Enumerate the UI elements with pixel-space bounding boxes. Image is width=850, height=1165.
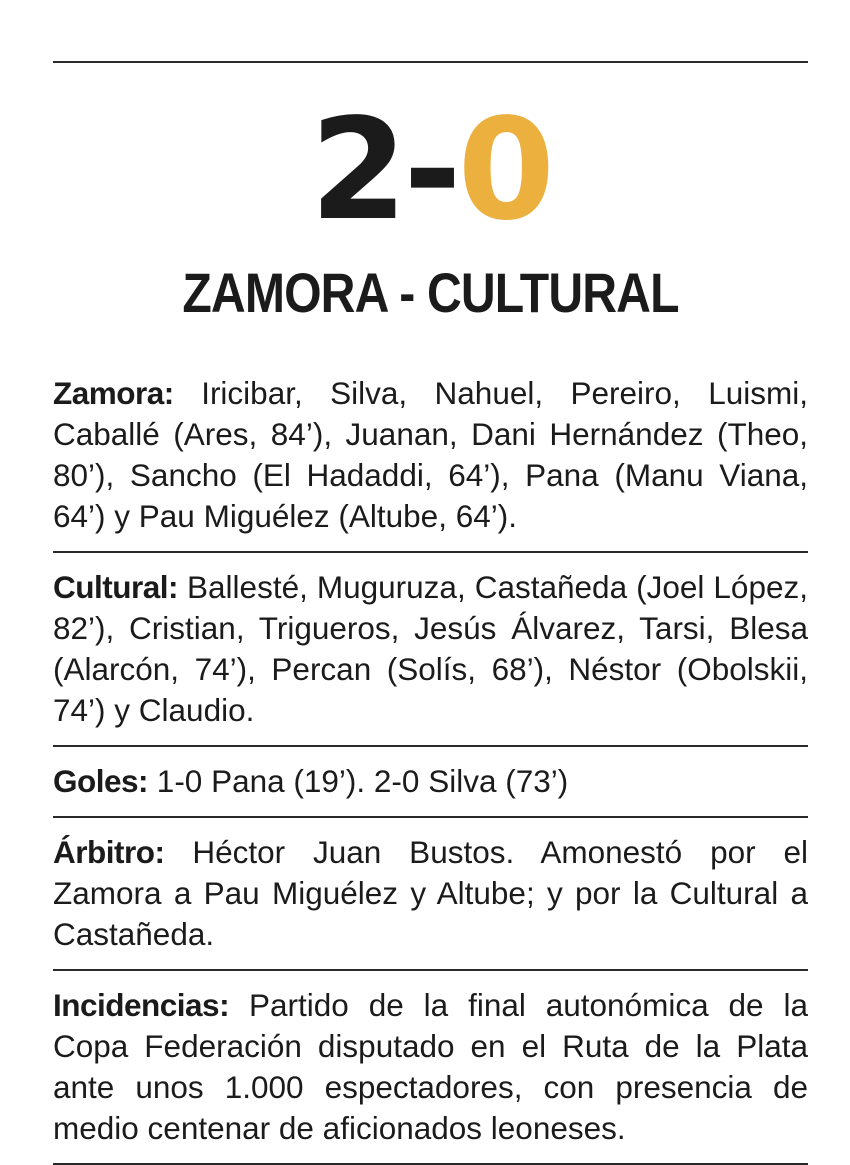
home-score: 2 xyxy=(310,89,404,252)
section-text: Partido de la final autonómica de la Copa Federación disputado en el Ruta de la Plata ante unos 1.000 espectadores, con presencia de medio centenar de aficionados leoneses. xyxy=(53,987,808,1146)
section-label: Árbitro: xyxy=(53,834,165,870)
final-score xyxy=(53,89,808,252)
referee xyxy=(53,818,808,969)
away-score: 0 xyxy=(457,89,551,252)
section-label: Incidencias: xyxy=(53,987,230,1023)
incidents xyxy=(53,971,808,1163)
section-text: 1-0 Pana (19’). 2-0 Silva (73’) xyxy=(156,763,569,799)
top-divider xyxy=(53,61,808,63)
section-label: Zamora: xyxy=(53,375,174,411)
goals xyxy=(53,747,808,816)
section-label: Cultural: xyxy=(53,569,178,605)
match-report-card xyxy=(53,61,808,1165)
lineup-cultural xyxy=(53,553,808,745)
section-text: Héctor Juan Bustos. Amonestó por el Zamora a Pau Miguélez y Altube; y por la Cultural a Castañeda. xyxy=(53,834,808,952)
lineup-zamora xyxy=(53,373,808,551)
section-text: Iricibar, Silva, Nahuel, Pereiro, Luismi, Caballé (Ares, 84’), Juanan, Dani Hernández (Theo, 80’), Sancho (El Hadaddi, 64’), Pana (Manu Viana, 64’) y Pau Miguélez (Altube, 64’). xyxy=(53,375,808,534)
teams-heading: ZAMORA - CULTURAL xyxy=(182,261,679,324)
section-text: Ballesté, Muguruza, Castañeda (Joel López, 82’), Cristian, Trigueros, Jesús Álvarez, Tarsi, Blesa (Alarcón, 74’), Percan (Solís, 68’), Néstor (Obolskii, 74’) y Claudio. xyxy=(53,569,808,728)
section-label: Goles: xyxy=(53,763,149,799)
score-separator: - xyxy=(403,89,458,252)
